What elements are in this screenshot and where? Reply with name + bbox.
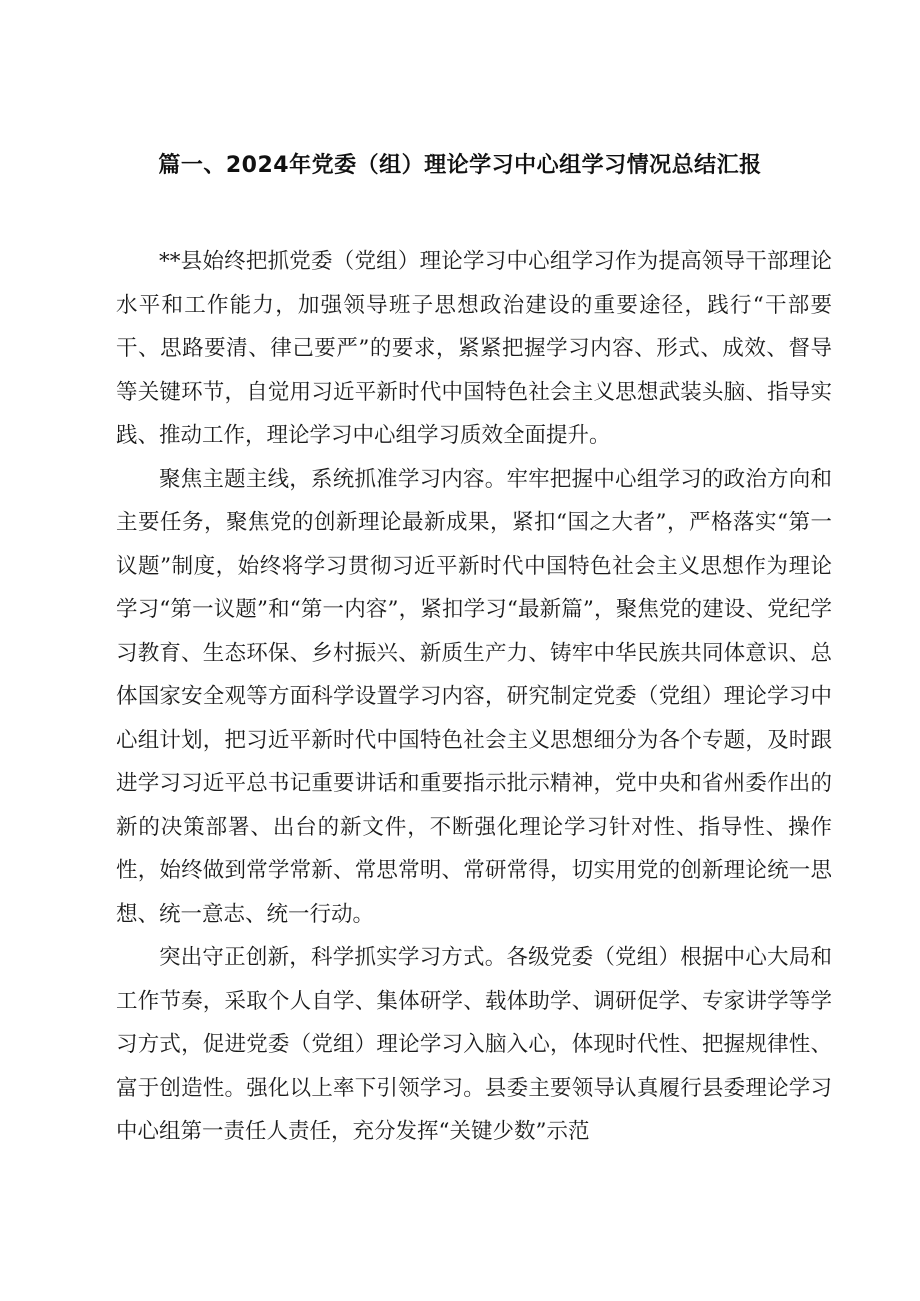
document-body: [116, 240, 832, 1154]
paragraph-study-content: 聚焦主题主线，系统抓准学习内容。牢牢把握中心组学习的政治方向和主要任务，聚焦党的创新理论最新成果，紧扣“国之大者”，严格落实“第一议题”制度，始终将学习贯彻习近平新时代中国特色社会主义思想作为理论学习“第一议题”和“第一内容”，紧扣学习“最新篇”，聚焦党的建设、党纪学习教育、生态环保、乡村振兴、新质生产力、铸牢中华民族共同体意识、总体国家安全观等方面科学设置学习内容，研究制定党委（党组）理论学习中心组计划，把习近平新时代中国特色社会主义思想细分为各个专题，及时跟进学习习近平总书记重要讲话和重要指示批示精神，党中央和省州委作出的新的决策部署、出台的新文件，不断强化理论学习针对性、指导性、操作性，始终做到常学常新、常思常明、常研常得，切实用党的创新理论统一思想、统一意志、统一行动。: [116, 466, 832, 927]
paragraph-study-methods: 突出守正创新，科学抓实学习方式。各级党委（党组）根据中心大局和工作节奏，采取个人自学、集体研学、载体助学、调研促学、专家讲学等学习方式，促进党委（党组）理论学习入脑入心，体现时代性、把握规律性、富于创造性。强化以上率下引领学习。县委主要领导认真履行县委理论学习中心组第一责任人责任，充分发挥“关键少数”示范: [116, 945, 832, 1144]
paragraph-intro: **县始终把抓党委（党组）理论学习中心组学习作为提高领导干部理论水平和工作能力，加强领导班子思想政治建设的重要途径，践行“干部要干、思路要清、律己要严”的要求，紧紧把握学习内容、形式、成效、督导等关键环节，自觉用习近平新时代中国特色社会主义思想武装头脑、指导实践、推动工作，理论学习中心组学习质效全面提升。: [116, 249, 832, 448]
document-title: 篇一、2024年党委（组）理论学习中心组学习情况总结汇报: [158, 153, 762, 178]
